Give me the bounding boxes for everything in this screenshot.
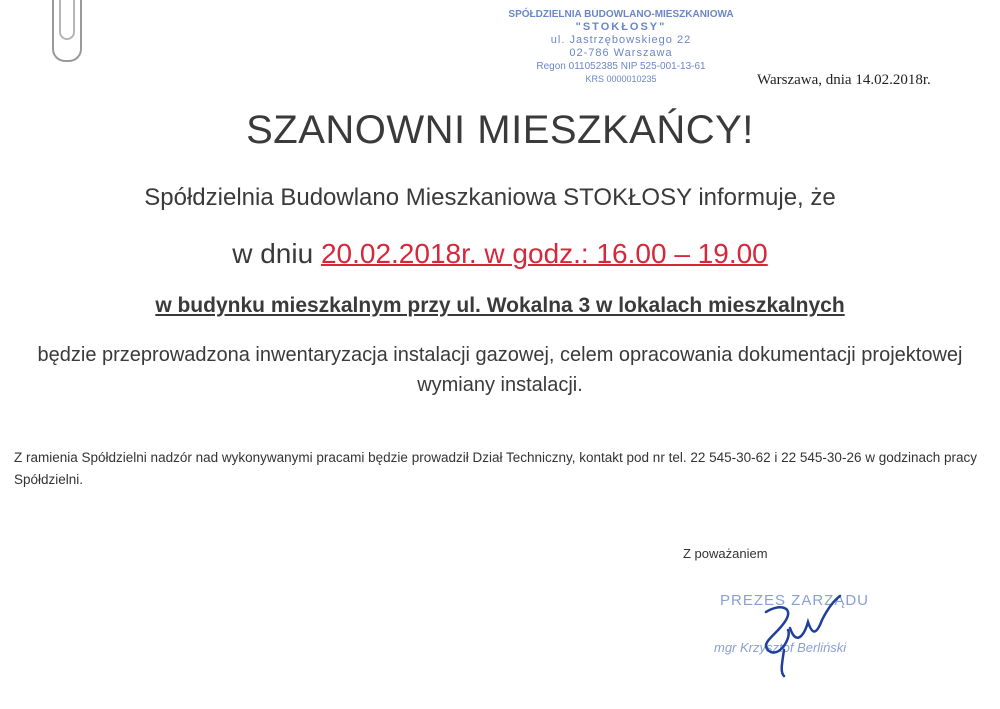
cooperative-stamp — [505, 8, 737, 86]
body-text: będzie przeprowadzona inwentaryzacja instalacji gazowej, celem opracowania dokumentacji projektowej wymiany instalacji. — [37, 344, 963, 396]
paper-clip-icon — [52, 0, 82, 62]
handwritten-signature-icon — [708, 576, 908, 686]
contact-note: Z ramienia Spółdzielni nadzór nad wykonywanymi pracami będzie prowadził Dział Techniczny, kontakt pod nr tel. 22 545-30-62 i 22 545-30-26 w godzinach pracy Spółdzielni. — [14, 450, 978, 487]
signature-name: mgr Krzysztof Berliński — [714, 640, 847, 655]
stamp-line-6: KRS 0000010235 — [585, 74, 657, 84]
stamp-line-1: SPÓŁDZIELNIA BUDOWLANO-MIESZKANIOWA — [508, 9, 734, 20]
document-date: Warszawa, dnia 14.02.2018r. — [757, 72, 931, 88]
stamp-line-5: Regon 011052385 NIP 525-001-13-61 — [536, 61, 706, 72]
location-text: w budynku mieszkalnym przy ul. Wokalna 3 w lokalach mieszkalnych — [155, 294, 845, 317]
signature-role: PREZES ZARZĄDU — [720, 592, 870, 609]
stamp-line-3: ul. Jastrzębowskiego 22 — [550, 34, 692, 46]
regards-text: Z poważaniem — [683, 546, 768, 561]
page-title: SZANOWNI MIESZKAŃCY! — [246, 108, 754, 152]
stamp-line-4: 02-786 Warszawa — [569, 47, 673, 59]
intro-text: Spółdzielnia Budowlano Mieszkaniowa STOKŁOSY informuje, że — [144, 184, 836, 211]
when-prefix: w dniu — [232, 238, 321, 269]
signature-stamp — [708, 592, 908, 692]
when-line — [0, 238, 1000, 270]
when-highlight: 20.02.2018r. w godz.: 16.00 – 19.00 — [320, 238, 768, 269]
stamp-line-2: "STOKŁOSY" — [575, 21, 667, 33]
